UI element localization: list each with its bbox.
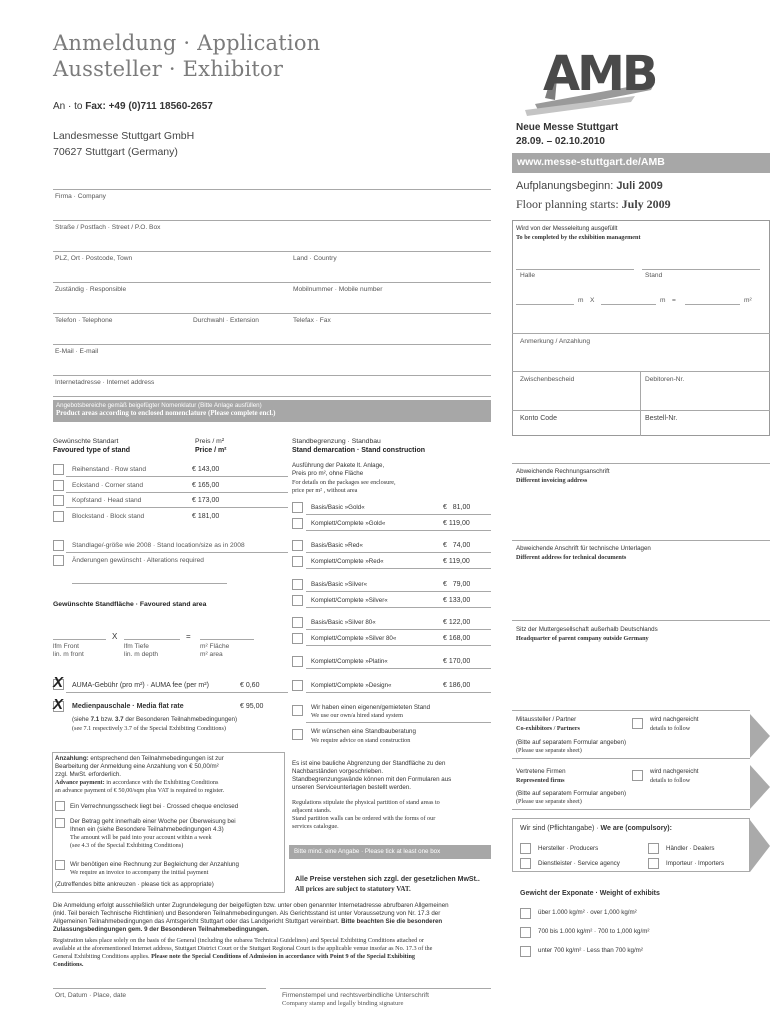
advance-payment-text-en: an advance payment of € 50,00/sqm plus VAT is required to register. <box>55 787 225 794</box>
package-label: Komplett/Complete »Silver« <box>311 597 388 604</box>
equals-sign: = <box>186 632 191 641</box>
partition-note-en: Stand partition walls can be ordered with the forms of our <box>292 815 436 822</box>
partition-note: unseren Serviceunterlagen bestellt werden. <box>292 784 412 791</box>
responsible-mobile-field[interactable] <box>53 313 491 314</box>
follow-label-en: details to follow <box>650 725 691 732</box>
invoice-label-de: Wir benötigen eine Rechnung zur Begleichung der Anzahlung <box>70 861 239 868</box>
legal-text-de: (inkl. Teil bereich Technische Richtlinien) und Besonderen Teilnahmebedingungen. Als Gerichtsstand ist unter Voraussetzung von Nr. 17.3 der <box>53 910 441 917</box>
tick-one-box-bar: Bitte mind. eine Angabe · Please tick at least one box <box>289 845 491 859</box>
vat-note-en: All prices are subject to statutory VAT. <box>295 885 411 893</box>
multiply-sign: X <box>112 632 118 641</box>
legal-text-de: Zulassungsbedingungen gem. 9 der Besonderen Teilnahmebedingungen. <box>53 926 269 933</box>
transfer-label-de-2: Ihnen ein (siehe Besondere Teilnahmebedingungen 4.3) <box>70 826 224 833</box>
stand-area-header: Gewünschte Standfläche · Favoured stand area <box>53 601 207 608</box>
area-label-en: m² area <box>200 651 223 658</box>
own-stand-label-de: Wir haben einen eigenen/gemieteten Stand <box>311 704 431 711</box>
postcode-country-field[interactable] <box>53 282 491 283</box>
separate-sheet-de: (Bitte auf separatem Formular angeben) <box>516 790 627 797</box>
stand-type-label: Kopfstand · Head stand <box>72 497 142 504</box>
field-label-postcode: PLZ, Ort · Postcode, Town <box>55 255 133 262</box>
package-checkbox[interactable] <box>292 579 303 590</box>
partition-note-en: adjacent stands. <box>292 807 332 814</box>
front-field[interactable] <box>53 639 106 640</box>
stamp-label-en: Company stamp and legally binding signature <box>282 1000 404 1007</box>
invoice-label-en: We require an invoice to accompany the initial payment <box>70 869 209 876</box>
separate-sheet-en: (Please use separate sheet) <box>516 747 582 754</box>
logo-text: AMB <box>543 46 656 102</box>
stand-type-price: € 165,00 <box>192 482 220 489</box>
package-label: Basis/Basic »Gold« <box>311 504 365 511</box>
partition-note: Standbegrenzungswände können mit den Formularen aus <box>292 776 452 783</box>
price-header-en: Price / m² <box>195 447 227 454</box>
package-label: Basis/Basic »Silver« <box>311 581 368 588</box>
package-price: € 119,00 <box>443 558 470 565</box>
debitor-label: Debitoren-Nr. <box>645 376 685 383</box>
advance-payment-text: entsprechend den Teilnahmebedingungen ist zur <box>88 755 224 762</box>
dim2-field[interactable] <box>601 304 656 305</box>
advice-label-de: Wir wünschen eine Standbauberatung <box>311 728 416 735</box>
advice-checkbox[interactable] <box>292 729 303 740</box>
field-label-telephone: Telefon · Telephone <box>55 317 113 324</box>
field-label-internet: Internetadresse · Internet address <box>55 379 155 386</box>
signature-field[interactable] <box>280 988 491 989</box>
stand-type-header-de: Gewünschte Standart <box>53 438 119 445</box>
cheque-checkbox[interactable] <box>55 801 65 811</box>
planning-en-label: Floor planning starts: <box>516 197 619 211</box>
package-price: € 74,00 <box>443 542 471 549</box>
partition-note-en: Regulations stipulate the physical partition of stand areas to <box>292 799 440 806</box>
dim-area-field[interactable] <box>685 304 740 305</box>
package-divider <box>306 591 491 592</box>
same-location-checkbox[interactable] <box>53 540 64 551</box>
stand-type-price: € 173,00 <box>192 497 220 504</box>
email-field[interactable] <box>53 375 491 376</box>
package-checkbox[interactable] <box>292 556 303 567</box>
field-label-email: E-Mail · E-mail <box>55 348 99 355</box>
package-label: Komplett/Complete »Gold« <box>311 520 386 527</box>
advance-payment-text: Bearbeitung der Anmeldung eine Anzahlung von € 50,00/m² <box>55 763 219 770</box>
package-checkbox[interactable] <box>292 502 303 513</box>
package-divider <box>306 568 491 569</box>
fax-number: Fax: +49 (0)711 18560-2657 <box>85 101 213 112</box>
package-divider <box>306 668 491 669</box>
cheque-label: Ein Verrechnungsscheck liegt bei · Crossed cheque enclosed <box>70 803 239 810</box>
amb-logo <box>515 38 675 118</box>
transfer-label-de-1: Der Betrag geht innerhalb einer Woche per Überweisung bei <box>70 818 236 825</box>
follow-label-de: wird nachgereicht <box>650 716 699 723</box>
package-checkbox[interactable] <box>292 595 303 606</box>
package-divider <box>306 607 491 608</box>
price-header-de: Preis / m² <box>195 438 225 445</box>
alterations-checkbox[interactable] <box>53 555 64 566</box>
transfer-checkbox[interactable] <box>55 818 65 828</box>
represented-en: Represented firms <box>516 777 565 784</box>
product-areas-de: Angebotsbereiche gemäß beigefügter Nomenklatur (Bitte Anlage ausfüllen) <box>56 402 262 409</box>
media-check-mark: X <box>53 696 64 713</box>
advance-payment-title-de: Anzahlung: <box>55 755 89 762</box>
invoice-checkbox[interactable] <box>55 860 65 870</box>
parent-company-en: Headquarter of parent company outside Germany <box>516 635 649 642</box>
place-date-label: Ort, Datum · Place, date <box>55 992 127 999</box>
transfer-label-en-2: (see 4.3 of the Special Exhibiting Conditions) <box>70 842 184 849</box>
package-divider <box>306 552 491 553</box>
stand-type-header-en: Favoured type of stand <box>53 447 131 454</box>
field-label-mobile: Mobilnummer · Mobile number <box>293 286 383 293</box>
phone-fax-field[interactable] <box>53 344 491 345</box>
vat-note-de: Alle Preise verstehen sich zzgl. der gesetzlichen MwSt.. <box>295 876 480 883</box>
package-divider <box>306 514 491 515</box>
weight-label: unter 700 kg/m² · Less than 700 kg/m² <box>538 947 643 954</box>
package-divider <box>306 530 491 531</box>
construction-desc: price per m² , without area <box>292 487 358 494</box>
field-label-company: Firma · Company <box>55 193 106 200</box>
service-agency-checkbox[interactable] <box>520 858 531 869</box>
event-url-bar[interactable]: www.messe-stuttgart.de/AMB <box>512 153 770 173</box>
package-label: Komplett/Complete »Red« <box>311 558 384 565</box>
row-stand-checkbox[interactable] <box>53 464 64 475</box>
compulsory-arrow <box>750 820 770 872</box>
separate-sheet-de: (Bitte auf separatem Formular angeben) <box>516 739 627 746</box>
represented-arrow <box>750 765 770 809</box>
package-checkbox[interactable] <box>292 518 303 529</box>
coexhibitors-follow-checkbox[interactable] <box>632 718 643 729</box>
alterations-field[interactable] <box>72 583 227 584</box>
package-price: € 122,00 <box>443 619 471 626</box>
dealer-checkbox[interactable] <box>648 843 659 854</box>
parent-company-de: Sitz der Muttergesellschaft außerhalb Deutschlands <box>516 626 658 633</box>
coexhibitors-de: Mitaussteller / Partner <box>516 716 577 723</box>
package-checkbox[interactable] <box>292 617 303 628</box>
stamp-label-de: Firmenstempel und rechtsverbindliche Unterschrift <box>282 992 429 999</box>
construction-desc: Ausführung der Pakete lt. Anlage, <box>292 462 385 469</box>
planning-en-value: July 2009 <box>621 197 671 211</box>
transfer-label-en-1: The amount will be paid into your account within a week <box>70 834 212 841</box>
role-label: Importeur · Importers <box>666 860 725 867</box>
partition-note-en: services catalogue. <box>292 823 339 830</box>
package-label: Komplett/Complete »Silver 80« <box>311 635 397 642</box>
tech-address-en: Different address for technical documents <box>516 554 627 561</box>
place-date-field[interactable] <box>53 988 266 989</box>
package-label: Basis/Basic »Silver 80« <box>311 619 376 626</box>
field-label-responsible: Zuständig · Responsible <box>55 286 127 293</box>
management-box <box>512 220 770 436</box>
area-field[interactable] <box>200 639 254 640</box>
invoice-address-de: Abweichende Rechnungsanschrift <box>516 468 610 475</box>
interim-label: Zwischenbescheid <box>520 376 575 383</box>
package-price: € 133,00 <box>443 597 471 604</box>
legal-text-en: General Exhibiting Conditions applies. Please note the Special Conditions of Admission in accordance with Point 9 of the Special Exhibiting <box>53 953 415 960</box>
hall-field[interactable] <box>516 269 634 270</box>
stand-type-label: Reihenstand · Row stand <box>72 466 147 473</box>
package-divider <box>306 692 491 693</box>
stand-type-label: Blockstand · Block stand <box>72 513 145 520</box>
legal-text-en: Registration takes place solely on the basis of the General (including the subarea Technical Guidelines) and Special Exhibiting Conditions attached or <box>53 937 424 944</box>
title-line2: Aussteller · Exhibitor <box>53 57 284 81</box>
field-label-extension: Durchwahl · Extension <box>193 317 259 324</box>
management-box-de: Wird von der Messeleitung ausgefüllt <box>516 225 618 232</box>
legal-text-de: Allgemeinen Teilnahmebedingungen das Amtsgericht Stuttgart oder das Landgericht Stuttgart vereinbart. Bitte beachten Sie die besonderen <box>53 918 443 925</box>
internet-field[interactable] <box>53 396 491 397</box>
media-label: Medienpauschale · Media flat rate <box>72 703 184 710</box>
package-checkbox[interactable] <box>292 633 303 644</box>
importer-checkbox[interactable] <box>648 858 659 869</box>
front-label-en: lin. m front <box>53 651 84 658</box>
media-price: € 95,00 <box>240 703 264 710</box>
we-are-en: We are (compulsory): <box>600 825 672 832</box>
same-location-label: Standlage/-größe wie 2008 · Stand location/size as in 2008 <box>72 542 245 549</box>
stand-type-price: € 181,00 <box>192 513 220 520</box>
planning-de-label: Aufplanungsbeginn: <box>516 180 614 192</box>
x-sign: X <box>590 297 595 304</box>
coexhibitors-arrow <box>750 714 770 758</box>
field-label-fax: Telefax · Fax <box>293 317 331 324</box>
media-note-de: (siehe 7.1 bzw. 3.7 der Besonderen Teilnahmebedingungen) <box>72 716 238 723</box>
address-line1: Landesmesse Stuttgart GmbH <box>53 130 195 142</box>
product-areas-en: Product areas according to enclosed nomenclature (Please complete encl.) <box>56 409 276 418</box>
construction-desc: Preis pro m², ohne Fläche <box>292 470 364 477</box>
role-label: Hersteller · Producers <box>538 845 599 852</box>
hall-label: Halle <box>520 272 536 279</box>
field-label-country: Land · Country <box>293 255 337 262</box>
follow-label-en: details to follow <box>650 777 691 784</box>
advance-payment-text: zzgl. MwSt. erforderlich. <box>55 771 122 778</box>
package-price: € 119,00 <box>443 520 470 527</box>
construction-header-en: Stand demarcation · Stand construction <box>292 447 426 454</box>
package-divider <box>306 629 491 630</box>
package-price: € 186,00 <box>443 682 471 689</box>
partition-note: Nachbarständen vorgeschrieben. <box>292 768 384 775</box>
own-stand-checkbox[interactable] <box>292 705 303 716</box>
block-stand-checkbox[interactable] <box>53 511 64 522</box>
advice-label-en: We require advice on stand construction <box>311 737 411 744</box>
event-venue: Neue Messe Stuttgart <box>516 122 619 133</box>
stand-label: Stand <box>645 272 663 279</box>
management-box-en: To be completed by the exhibition management <box>516 234 641 241</box>
tick-note: (Zutreffendes bitte ankreuzen · please tick as appropriate) <box>55 881 214 888</box>
package-label: Komplett/Complete »Platin« <box>311 658 388 665</box>
area-label-de: m² Fläche <box>200 643 230 650</box>
package-label: Komplett/Complete »Design« <box>311 682 392 689</box>
construction-desc: For details on the packages see enclosure, <box>292 479 396 486</box>
package-checkbox[interactable] <box>292 680 303 691</box>
weight-label: 700 bis 1.000 kg/m² · 700 to 1,000 kg/m² <box>538 928 650 935</box>
weight-under-700-checkbox[interactable] <box>520 946 531 957</box>
represented-de: Vertretene Firmen <box>516 768 566 775</box>
role-label: Dienstleister · Service agency <box>538 860 620 867</box>
package-label: Basis/Basic »Red« <box>311 542 363 549</box>
invoice-address-en: Different invoicing address <box>516 477 588 484</box>
auma-check-mark: X <box>53 674 64 691</box>
partition-note: Es ist eine bauliche Abgrenzung der Standfläche zu den <box>292 760 446 767</box>
advance-payment-title-en: Advance payment: <box>55 779 105 786</box>
fax-prefix: An · to <box>53 101 83 112</box>
separate-sheet-en: (Please use separate sheet) <box>516 798 582 805</box>
auma-label: AUMA-Gebühr (pro m²) · AUMA fee (per m²) <box>72 682 209 689</box>
package-price: € 79,00 <box>443 581 471 588</box>
producer-checkbox[interactable] <box>520 843 531 854</box>
alterations-label: Änderungen gewünscht · Alterations required <box>72 557 204 564</box>
tech-address-de: Abweichende Anschrift für technische Unterlagen <box>516 545 651 552</box>
represented-follow-checkbox[interactable] <box>632 770 643 781</box>
depth-label-en: lin. m depth <box>124 651 159 658</box>
legal-text-en: Conditions. <box>53 961 84 968</box>
package-price: € 170,00 <box>443 658 471 665</box>
package-divider <box>306 645 491 646</box>
dim1-field[interactable] <box>516 304 574 305</box>
stand-field[interactable] <box>642 269 760 270</box>
head-stand-checkbox[interactable] <box>53 495 64 506</box>
company-field[interactable] <box>53 220 491 221</box>
m2-unit: m² <box>744 297 752 304</box>
equals-sign: = <box>672 297 676 304</box>
stand-type-price: € 143,00 <box>192 466 220 473</box>
m-unit: m <box>578 297 584 304</box>
package-checkbox[interactable] <box>292 656 303 667</box>
role-label: Händler · Dealers <box>666 845 715 852</box>
own-stand-label-en: We use our own/a hired stand system <box>311 712 403 719</box>
weight-700-1000-checkbox[interactable] <box>520 927 531 938</box>
planning-de-value: Juli 2009 <box>616 180 663 192</box>
field-label-street: Straße / Postfach · Street / P.O. Box <box>55 224 161 231</box>
order-no-label: Bestell-Nr. <box>645 415 678 422</box>
weight-title: Gewicht der Exponate · Weight of exhibits <box>520 890 660 897</box>
address-line2: 70627 Stuttgart (Germany) <box>53 146 178 158</box>
package-price: € 168,00 <box>443 635 471 642</box>
title-line1: Anmeldung · Application <box>53 31 321 55</box>
depth-field[interactable] <box>124 639 180 640</box>
advance-payment-text-en: in accordance with the Exhibiting Conditions <box>104 779 219 786</box>
legal-text-en: available at the aforementioned Internet address, Stuttgart District Court or the Stuttgart Regional Court is the applicable venue insofar as No. 17.3 of the <box>53 945 433 952</box>
auma-price: € 0,60 <box>240 682 260 689</box>
depth-label-de: lfm Tiefe <box>124 643 149 650</box>
corner-stand-checkbox[interactable] <box>53 480 64 491</box>
m-unit: m <box>660 297 666 304</box>
media-note-en: (see 7.1 respectively 3.7 of the Special Exhibiting Conditions) <box>72 725 226 732</box>
legal-text-de: Die Anmeldung erfolgt ausschließlich unter Zugrundelegung der beigefügten bzw. unter oben genannter Internetadresse abrufbaren Allgemeinen <box>53 902 449 909</box>
we-are-de: Wir sind (Pflichtangabe) · <box>520 825 601 832</box>
weight-over-1000-checkbox[interactable] <box>520 908 531 919</box>
weight-label: über 1.000 kg/m² · over 1,000 kg/m² <box>538 909 637 916</box>
package-checkbox[interactable] <box>292 540 303 551</box>
product-areas-bar[interactable] <box>53 400 491 422</box>
event-dates: 28.09. – 02.10.2010 <box>516 136 605 147</box>
package-price: € 81,00 <box>443 504 471 511</box>
remark-label: Anmerkung / Anzahlung <box>520 338 591 345</box>
account-code-label: Konto Code <box>520 415 557 422</box>
construction-header-de: Standbegrenzung · Standbau <box>292 438 381 445</box>
front-label-de: lfm Front <box>53 643 80 650</box>
street-field[interactable] <box>53 251 491 252</box>
stand-type-label: Eckstand · Corner stand <box>72 482 144 489</box>
follow-label-de: wird nachgereicht <box>650 768 699 775</box>
coexhibitors-en: Co-exhibitors / Partners <box>516 725 580 732</box>
